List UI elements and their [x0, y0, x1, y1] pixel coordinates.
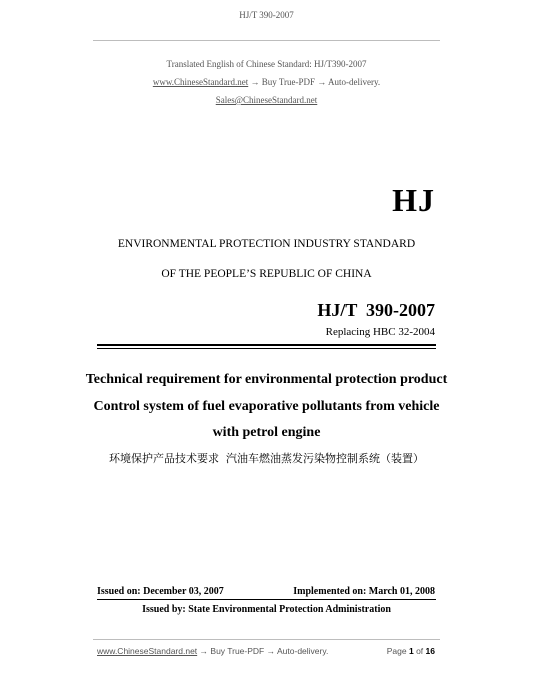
title-line-3: with petrol engine	[212, 425, 321, 440]
buy-text: → Buy True-PDF → Auto-delivery.	[248, 77, 381, 87]
implemented-on: Implemented on: March 01, 2008	[293, 586, 435, 597]
replacing-note: Replacing HBC 32-2004	[325, 326, 435, 338]
page-total: 16	[425, 646, 435, 656]
page-of: of	[416, 646, 424, 656]
issued-on: Issued on: December 03, 2007	[97, 586, 224, 597]
footer-divider	[93, 639, 440, 640]
footer-buy-line	[97, 646, 328, 656]
footer-chinese-standard-link[interactable]: www.ChineseStandard.net	[97, 646, 198, 656]
title-line-2: Control system of fuel evaporative pollutants from vehicle	[93, 399, 440, 414]
running-header: HJ/T 390-2007	[239, 10, 294, 20]
translation-note: Translated English of Chinese Standard: HJ/T390-2007	[166, 59, 367, 69]
title-rule-thick	[97, 344, 436, 346]
page-indicator	[387, 646, 435, 656]
page-current: 1	[408, 646, 414, 656]
title-line-1: Technical requirement for environmental protection product	[85, 372, 448, 387]
issued-by: Issued by: State Environmental Protection Administration	[142, 604, 391, 615]
footer-buy-text: → Buy True-PDF → Auto-delivery.	[197, 646, 329, 656]
title-rule-thin	[97, 348, 436, 349]
header-divider	[93, 40, 440, 41]
standard-logo: HJ	[392, 182, 435, 218]
buy-line	[0, 77, 533, 87]
page-label: Page	[386, 646, 407, 656]
email-line	[0, 95, 533, 105]
category-line-2: OF THE PEOPLE’S REPUBLIC OF CHINA	[161, 268, 372, 280]
sales-email-link[interactable]: Sales@ChineseStandard.net	[215, 95, 318, 105]
title-chinese: 环境保护产品技术要求 汽油车燃油蒸发污染物控制系统（装置）	[109, 452, 424, 465]
chinese-standard-link[interactable]: www.ChineseStandard.net	[152, 77, 249, 87]
issue-rule	[97, 599, 436, 600]
category-line-1: ENVIRONMENTAL PROTECTION INDUSTRY STANDARD	[117, 238, 416, 250]
standard-number: HJ/T 390-2007	[317, 300, 435, 320]
